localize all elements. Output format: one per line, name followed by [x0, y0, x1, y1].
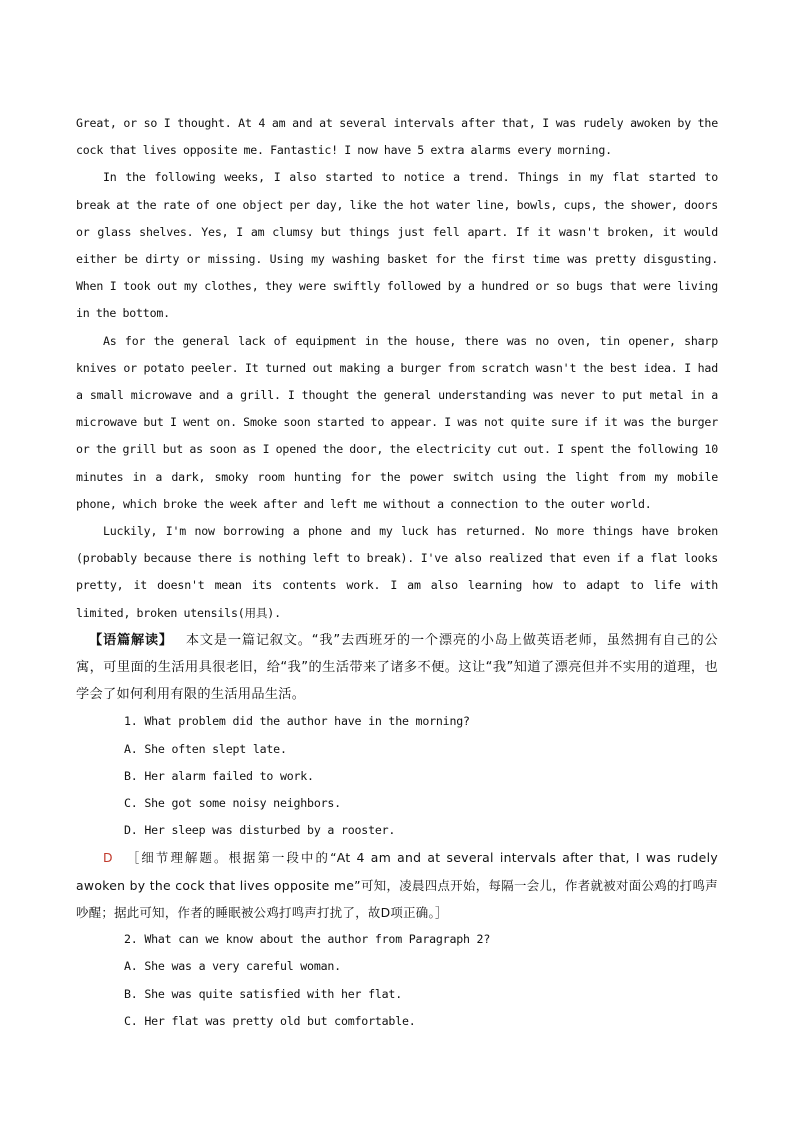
question-2-option-b: B. She was quite satisfied with her flat.	[124, 986, 402, 1001]
question-1-option-d: D. Her sleep was disturbed by a rooster.	[124, 823, 396, 838]
document-page	[76, 110, 718, 1035]
paragraph-1: Great, or so I thought. At 4 am and at several intervals after that, I was rudely awoken by the cock that lives opposite me. Fantastic! I now have 5 extra alarms every morning.	[76, 116, 718, 158]
paragraph-2: In the following weeks, I also started to notice a trend. Things in my flat started to break at the rate of one object per day, like the hot water line, bowls, cups, the shower, doors or glass shelves. Yes, I am clumsy but things just fell apart. If it wasn't broken, it would either be dirty or missing. Using my washing basket for the first time was pretty disgusting. When I took out my clothes, they were swiftly followed by a hundred or so bugs that were living in the bottom.	[76, 170, 718, 321]
question-1-option-b: B. Her alarm failed to work.	[124, 768, 314, 783]
question-1-explanation-text: ［细节理解题。根据第一段中的“At 4 am and at several intervals after that, I was rudely awoken by the cock that lives opposite me”可知，凌晨四点开始，每隔一会儿，作者就被对面公鸡的打鸣声吵醒；据此可知，作者的睡眠被公鸡打鸣声打扰了，故D项正确。］	[76, 850, 718, 920]
analysis-title: 【语篇解读】	[89, 632, 173, 648]
analysis-block	[76, 627, 718, 709]
question-2-option-a: A. She was a very careful woman.	[124, 959, 341, 974]
question-1-stem: 1. What problem did the author have in the morning?	[124, 714, 470, 729]
question-2-option-c: C. Her flat was pretty old but comfortable.	[124, 1013, 416, 1028]
analysis-text: 本文是一篇记叙文。“我”去西班牙的一个漂亮的小岛上做英语老师，虽然拥有自己的公寓，可里面的生活用具很老旧，给“我”的生活带来了诸多不便。这让“我”知道了漂亮但并不实用的道理，也学会了如何利用有限的生活用品生活。	[76, 632, 718, 703]
question-1-answer: D	[103, 850, 113, 866]
question-1-explanation	[76, 844, 718, 926]
paragraph-4: Luckily, I'm now borrowing a phone and my luck has returned. No more things have broken (probably because there is nothing left to break). I've also realized that even if a flat looks pretty, it doesn't mean its contents work. I am also learning how to adapt to life with limited, broken utensils(用具).	[76, 524, 718, 620]
question-1-option-a: A. She often slept late.	[124, 741, 287, 756]
question-2-stem: 2. What can we know about the author from Paragraph 2?	[124, 932, 491, 947]
paragraph-3: As for the general lack of equipment in the house, there was no oven, tin opener, sharp knives or potato peeler. It turned out making a burger from scratch wasn't the best idea. I had a small microwave and a grill. I thought the general understanding was never to put metal in a microwave but I went on. Smoke soon started to appear. I was not quite sure if it was the burger or the grill but as soon as I opened the door, the electricity cut out. I spent the following 10 minutes in a dark, smoky room hunting for the power switch using the light from my mobile phone, which broke the week after and left me without a connection to the outer world.	[76, 333, 718, 511]
question-1-option-c: C. She got some noisy neighbors.	[124, 796, 341, 811]
